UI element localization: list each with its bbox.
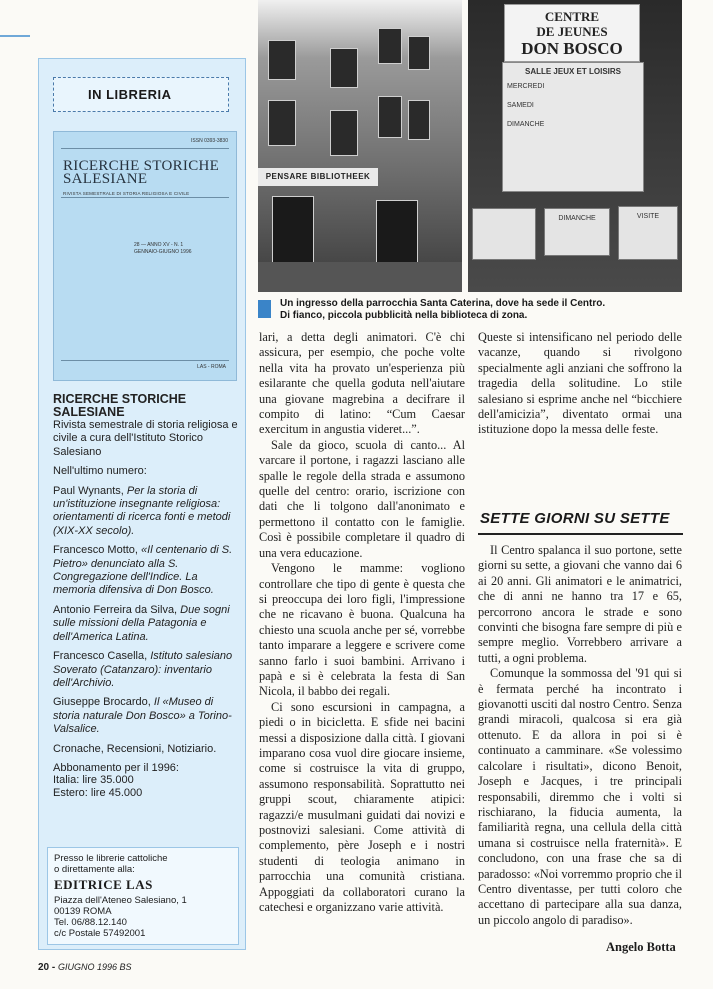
book-issn: ISSN 0393-3830	[191, 138, 228, 144]
book-subtitle: RIVISTA SEMESTRALE DI STORIA RELIGIOSA E CIVILE	[63, 191, 190, 196]
sidebar-heading-line1: RICERCHE STORICHE	[53, 392, 187, 406]
window	[268, 100, 296, 146]
doorway	[376, 200, 418, 268]
misc-contents: Cronache, Recensioni, Notiziario.	[53, 742, 217, 755]
article-column-2-bottom	[478, 543, 682, 928]
book-volume-line2: GENNAIO-GIUGNO 1996	[134, 249, 192, 255]
paragraph: Vengono le mamme: vogliono controllare che tipo di gente è questa che si preoccupa dei loro figli, l'impressione che ne ricavano è buona. Qualcuna ha chiesto una scuola anche per sé, vorrebbe tanto imparare a leggere e scrivere come sanno farlo i suoi bambini. Arrivano i papà e si è celebrata la festa di San Nicola, il babbo dei regali.	[259, 561, 465, 699]
window	[330, 48, 358, 88]
board-row: SAMEDI	[507, 102, 534, 109]
address-line: Piazza dell'Ateneo Salesiano, 1	[54, 895, 187, 906]
window	[408, 100, 430, 140]
building-photo	[258, 0, 462, 292]
section-rule	[478, 533, 683, 535]
entry-author: Antonio Ferreira da Silva,	[53, 603, 181, 616]
poster	[618, 206, 678, 260]
book-rule	[61, 197, 229, 198]
address-line: c/c Postale 57492001	[54, 928, 146, 939]
entry-author: Paul Wynants,	[53, 484, 127, 497]
board-title: SALLE JEUX ET LOISIRS	[524, 67, 621, 76]
caption-line: Di fianco, piccola pubblicità nella biblioteca di zona.	[280, 310, 528, 321]
order-note	[54, 853, 168, 875]
book-rule	[61, 360, 229, 361]
subscription-line: Abbonamento per il 1996:	[53, 761, 179, 774]
paragraph: Comunque la sommossa del '91 qui si è fermata perché ha incontrato i giovanotti usciti dal nostro Centro. Senza grandi miracoli, qualcosa si era già ottenuto. E da allora in poi si è continuato a camminare. «Se volessimo calcolare i risultati», dicono Benoit, Joseph e Jacques, i tre principali responsabili, diremmo che i volti si rischiarano, la fiducia aumenta, la familiarità regna, una cellula della città umana si costruisce nella fraternità». E concludono, con una frase che sa di paradosso: «Noi vorremmo proprio che il Centro diventasse, per tutti coloro che accettano di partecipare alla sua danza, un piccolo angolo di paradiso».	[478, 666, 682, 927]
article-author: Angelo Botta	[606, 940, 676, 954]
poster	[472, 208, 536, 260]
doorway	[272, 196, 314, 268]
youth-centre-sign-photo	[468, 0, 682, 292]
subscription-info	[53, 762, 239, 800]
entry-author: Francesco Motto,	[53, 544, 142, 557]
book-title-line1: RICERCHE STORICHE	[63, 158, 220, 174]
sidebar-heading	[53, 393, 239, 419]
book-publisher: LAS - ROMA	[197, 364, 226, 370]
journal-description: Rivista semestrale di storia religiosa e civile a cura dell'Istituto Storico Salesiano	[53, 419, 238, 458]
window	[268, 40, 296, 80]
poster-text: VISITE	[636, 213, 660, 220]
entry-title: «Il centenario di S. Pietro» denunciato alla S. Congregazione dell'Indice. La memoria difensiva di Don Bosco.	[53, 544, 233, 597]
entry-title: Il «Museo di storia naturale Don Bosco» a Torino-Valsalice.	[53, 696, 232, 736]
entry-title: Per la storia di un'istituzione insegnante religiosa: orientamenti di ricerca fonti e metodi (XIX-XX secolo).	[53, 484, 231, 537]
list-item	[53, 485, 239, 539]
centre-sign	[504, 4, 640, 62]
board-row: DIMANCHE	[507, 121, 545, 128]
book-cover-image	[53, 131, 237, 381]
order-note-line: Presso le librerie cattoliche	[54, 853, 168, 864]
publisher-address	[54, 895, 187, 939]
paragraph: Queste si intensificano nel periodo delle vacanze, quando si rivolgono specialmente agli anziani che soffrono la tragedia della solitudine. Lo stile salesiano si esprime anche nel “bicchiere dell'amicizia”, diventato ormai una istituzione dopo la messa delle feste.	[478, 330, 682, 437]
corner-rule	[0, 35, 30, 37]
centre-sign-line: DON BOSCO	[521, 39, 623, 58]
list-item	[53, 604, 239, 644]
book-title-line2: SALESIANE	[63, 171, 148, 187]
section-title: SETTE GIORNI SU SETTE	[480, 510, 670, 527]
board-row: MERCREDI	[507, 83, 545, 90]
window	[408, 36, 430, 70]
centre-sign-line: DE JEUNES	[536, 24, 608, 39]
window	[378, 96, 402, 138]
libreria-label: IN LIBRERIA	[88, 87, 172, 102]
book-volume	[134, 242, 192, 256]
article-column-1	[259, 330, 465, 915]
caption-marker	[258, 300, 271, 318]
page-number: 20	[38, 962, 50, 973]
subscription-line: Estero: lire 45.000	[53, 786, 143, 799]
window	[378, 28, 402, 64]
paragraph: lari, a detta degli animatori. C'è chi assicura, per esempio, che poche volte nella vita ha provato un'esperienza più esilarante che quella goduta nell'aiutare una giovane magrebina a decifrare il compito di latino: “Cum Caesar exercitum in angustia videret...”.	[259, 330, 465, 437]
sidebar-box	[38, 58, 246, 950]
paragraph: Il Centro spalanca il suo portone, sette giorni su sette, a giovani che vanno dai 6 ai 20 anni. Gli animatori e le animatrici, che di anni ne hanno tra 17 e 65, percorrono ancora le strade e sono convinti che bisogna fare sempre di più e sempre meglio. Vorrebbero arrivare a tutti, a ogni problema.	[478, 543, 682, 665]
sidebar-text	[53, 393, 239, 805]
book-volume-line1: 28 — ANNO XV - N. 1	[134, 242, 184, 248]
poster-text: DIMANCHE	[558, 215, 596, 222]
libreria-label-box	[53, 77, 229, 112]
publisher-name: EDITRICE LAS	[54, 877, 153, 892]
photo-caption	[280, 298, 680, 322]
entry-title: Due sogni sulle missioni della Patagonia e dell'America Latina.	[53, 603, 230, 643]
issue-label: GIUGNO 1996 BS	[58, 962, 132, 972]
book-title	[63, 160, 219, 186]
article-column-2-top	[478, 330, 682, 438]
paragraph: Ci sono escursioni in campagna, a piedi o in bicicletta. E sfide nei bacini messi a disposizione dalla città. I giovani imparano cosa vuol dire giocare insieme, come si costruisce la vita di gruppo, assumono responsabilità. Soprattutto nei gruppi scout, chiaramente atipici: ragazzi/e musulmani guidati dai novizi e postnovizi salesiani. Come attività di complemento, père Joseph e i nostri studenti di teologia animano in parrocchia una comunità cristiana. Appoggiati da collaboratori curano la catechesi e organizzano varie attività.	[259, 699, 465, 915]
address-line: Tel. 06/88.12.140	[54, 917, 127, 928]
subscription-line: Italia: lire 35.000	[53, 774, 134, 787]
list-item	[53, 544, 239, 598]
sidebar-heading-line2: SALESIANE	[53, 405, 125, 419]
page-footer	[38, 962, 132, 973]
paragraph: Sale da gioco, scuola di canto... Al varcare il portone, i ragazzi lasciano alle spalle le regole della strada e assumono quelle del centro: orario, iscrizione con dati che li tolgono dall'anonimato e permettono il contatto con le famiglie. Così è possibile completare il quadro di una vera educazione.	[259, 437, 465, 560]
centre-sign-line: CENTRE	[544, 9, 600, 24]
caption-line: Un ingresso della parrocchia Santa Caterina, dove ha sede il Centro.	[280, 298, 606, 309]
book-rule	[61, 148, 229, 149]
last-issue-label: Nell'ultimo numero:	[53, 465, 147, 478]
order-info-box	[47, 847, 239, 945]
poster	[544, 208, 610, 256]
footer-separator: -	[49, 962, 59, 973]
street-cars	[258, 262, 462, 292]
window	[330, 110, 358, 156]
entry-title: Istituto salesiano Soverato (Catanzaro): inventario dell'Archivio.	[53, 650, 233, 689]
entry-author: Francesco Casella,	[53, 650, 151, 663]
address-line: 00139 ROMA	[54, 906, 112, 917]
library-sign: PENSARE BIBLIOTHEEK	[258, 168, 378, 186]
list-item	[53, 650, 239, 690]
order-note-line: o direttamente alla:	[54, 864, 135, 875]
opening-hours-board	[502, 62, 644, 192]
list-item	[53, 696, 239, 736]
entry-author: Giuseppe Brocardo,	[53, 696, 154, 709]
